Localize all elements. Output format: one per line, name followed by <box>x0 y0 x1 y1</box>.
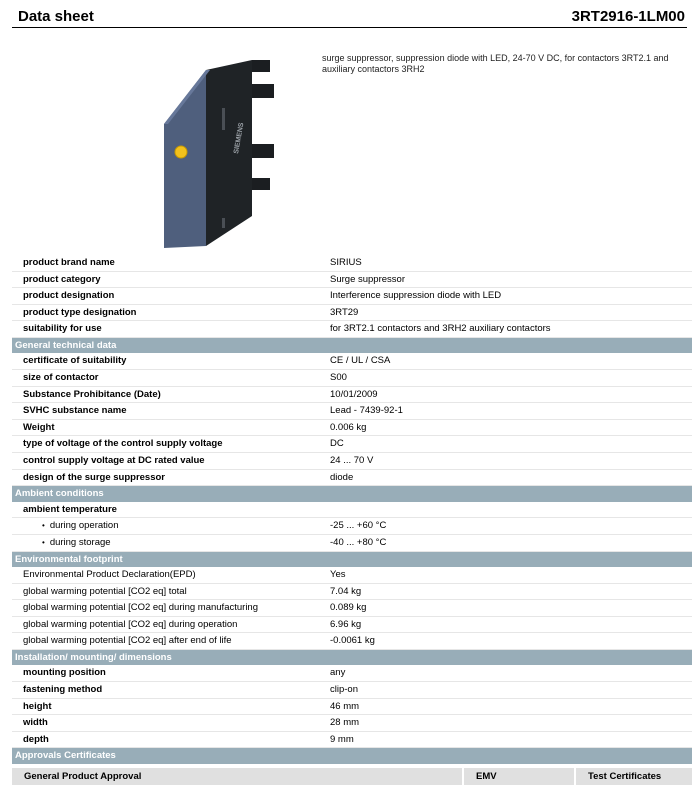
datasheet-title: Data sheet <box>18 8 94 25</box>
spec-row: SVHC substance name Lead - 7439-92-1 <box>12 403 692 420</box>
spec-row: depth 9 mm <box>12 732 692 749</box>
brand-logo: SIEMENS <box>233 122 246 155</box>
spec-row: global warming potential [CO2 eq] during manufacturing 0.089 kg <box>12 600 692 617</box>
section-approvals: Approvals Certificates <box>12 748 692 764</box>
spec-row: height 46 mm <box>12 699 692 716</box>
spec-row-ambient-temperature: ambient temperature <box>12 502 692 519</box>
spec-row: Environmental Product Declaration(EPD) Yes <box>12 567 692 584</box>
order-number: 3RT2916-1LM00 <box>571 8 685 25</box>
spec-row: Weight 0.006 kg <box>12 420 692 437</box>
spec-row-operation-temp: • during operation -25 ... +60 °C <box>12 518 692 535</box>
product-image <box>160 58 280 248</box>
section-installation: Installation/ mounting/ dimensions <box>12 650 692 666</box>
spec-row: global warming potential [CO2 eq] during operation 6.96 kg <box>12 617 692 634</box>
datasheet-header <box>12 6 687 28</box>
spec-row: width 28 mm <box>12 715 692 732</box>
spec-table <box>12 255 692 785</box>
approvals-col-emv: EMV <box>464 768 576 785</box>
spec-row-type: product type designation 3RT29 <box>12 305 692 322</box>
spec-row: size of contactor S00 <box>12 370 692 387</box>
approvals-header-row <box>12 768 692 785</box>
spec-row: fastening method clip-on <box>12 682 692 699</box>
spec-row: type of voltage of the control supply voltage DC <box>12 436 692 453</box>
spec-row: Substance Prohibitance (Date) 10/01/2009 <box>12 387 692 404</box>
section-general-technical: General technical data <box>12 338 692 354</box>
spec-row-designation: product designation Interference suppression diode with LED <box>12 288 692 305</box>
spec-row: mounting position any <box>12 665 692 682</box>
spec-row: control supply voltage at DC rated value 24 ... 70 V <box>12 453 692 470</box>
spec-row: design of the surge suppressor diode <box>12 470 692 487</box>
approvals-col-general: General Product Approval <box>12 768 464 785</box>
led-indicator-icon <box>175 146 187 158</box>
spec-row-storage-temp: • during storage -40 ... +80 °C <box>12 535 692 552</box>
approvals-col-test: Test Certificates <box>576 768 692 785</box>
spec-row: global warming potential [CO2 eq] total 7.04 kg <box>12 584 692 601</box>
spec-row: global warming potential [CO2 eq] after end of life -0.0061 kg <box>12 633 692 650</box>
spec-row-brand: product brand name SIRIUS <box>12 255 692 272</box>
spec-row-category: product category Surge suppressor <box>12 272 692 289</box>
section-environmental-footprint: Environmental footprint <box>12 552 692 568</box>
section-ambient-conditions: Ambient conditions <box>12 486 692 502</box>
spec-row: certificate of suitability CE / UL / CSA <box>12 353 692 370</box>
spec-row-suitability: suitability for use for 3RT2.1 contactors and 3RH2 auxiliary contactors <box>12 321 692 338</box>
product-description: surge suppressor, suppression diode with LED, 24-70 V DC, for contactors 3RT2.1 and auxiliary contactors 3RH2 <box>322 53 669 74</box>
